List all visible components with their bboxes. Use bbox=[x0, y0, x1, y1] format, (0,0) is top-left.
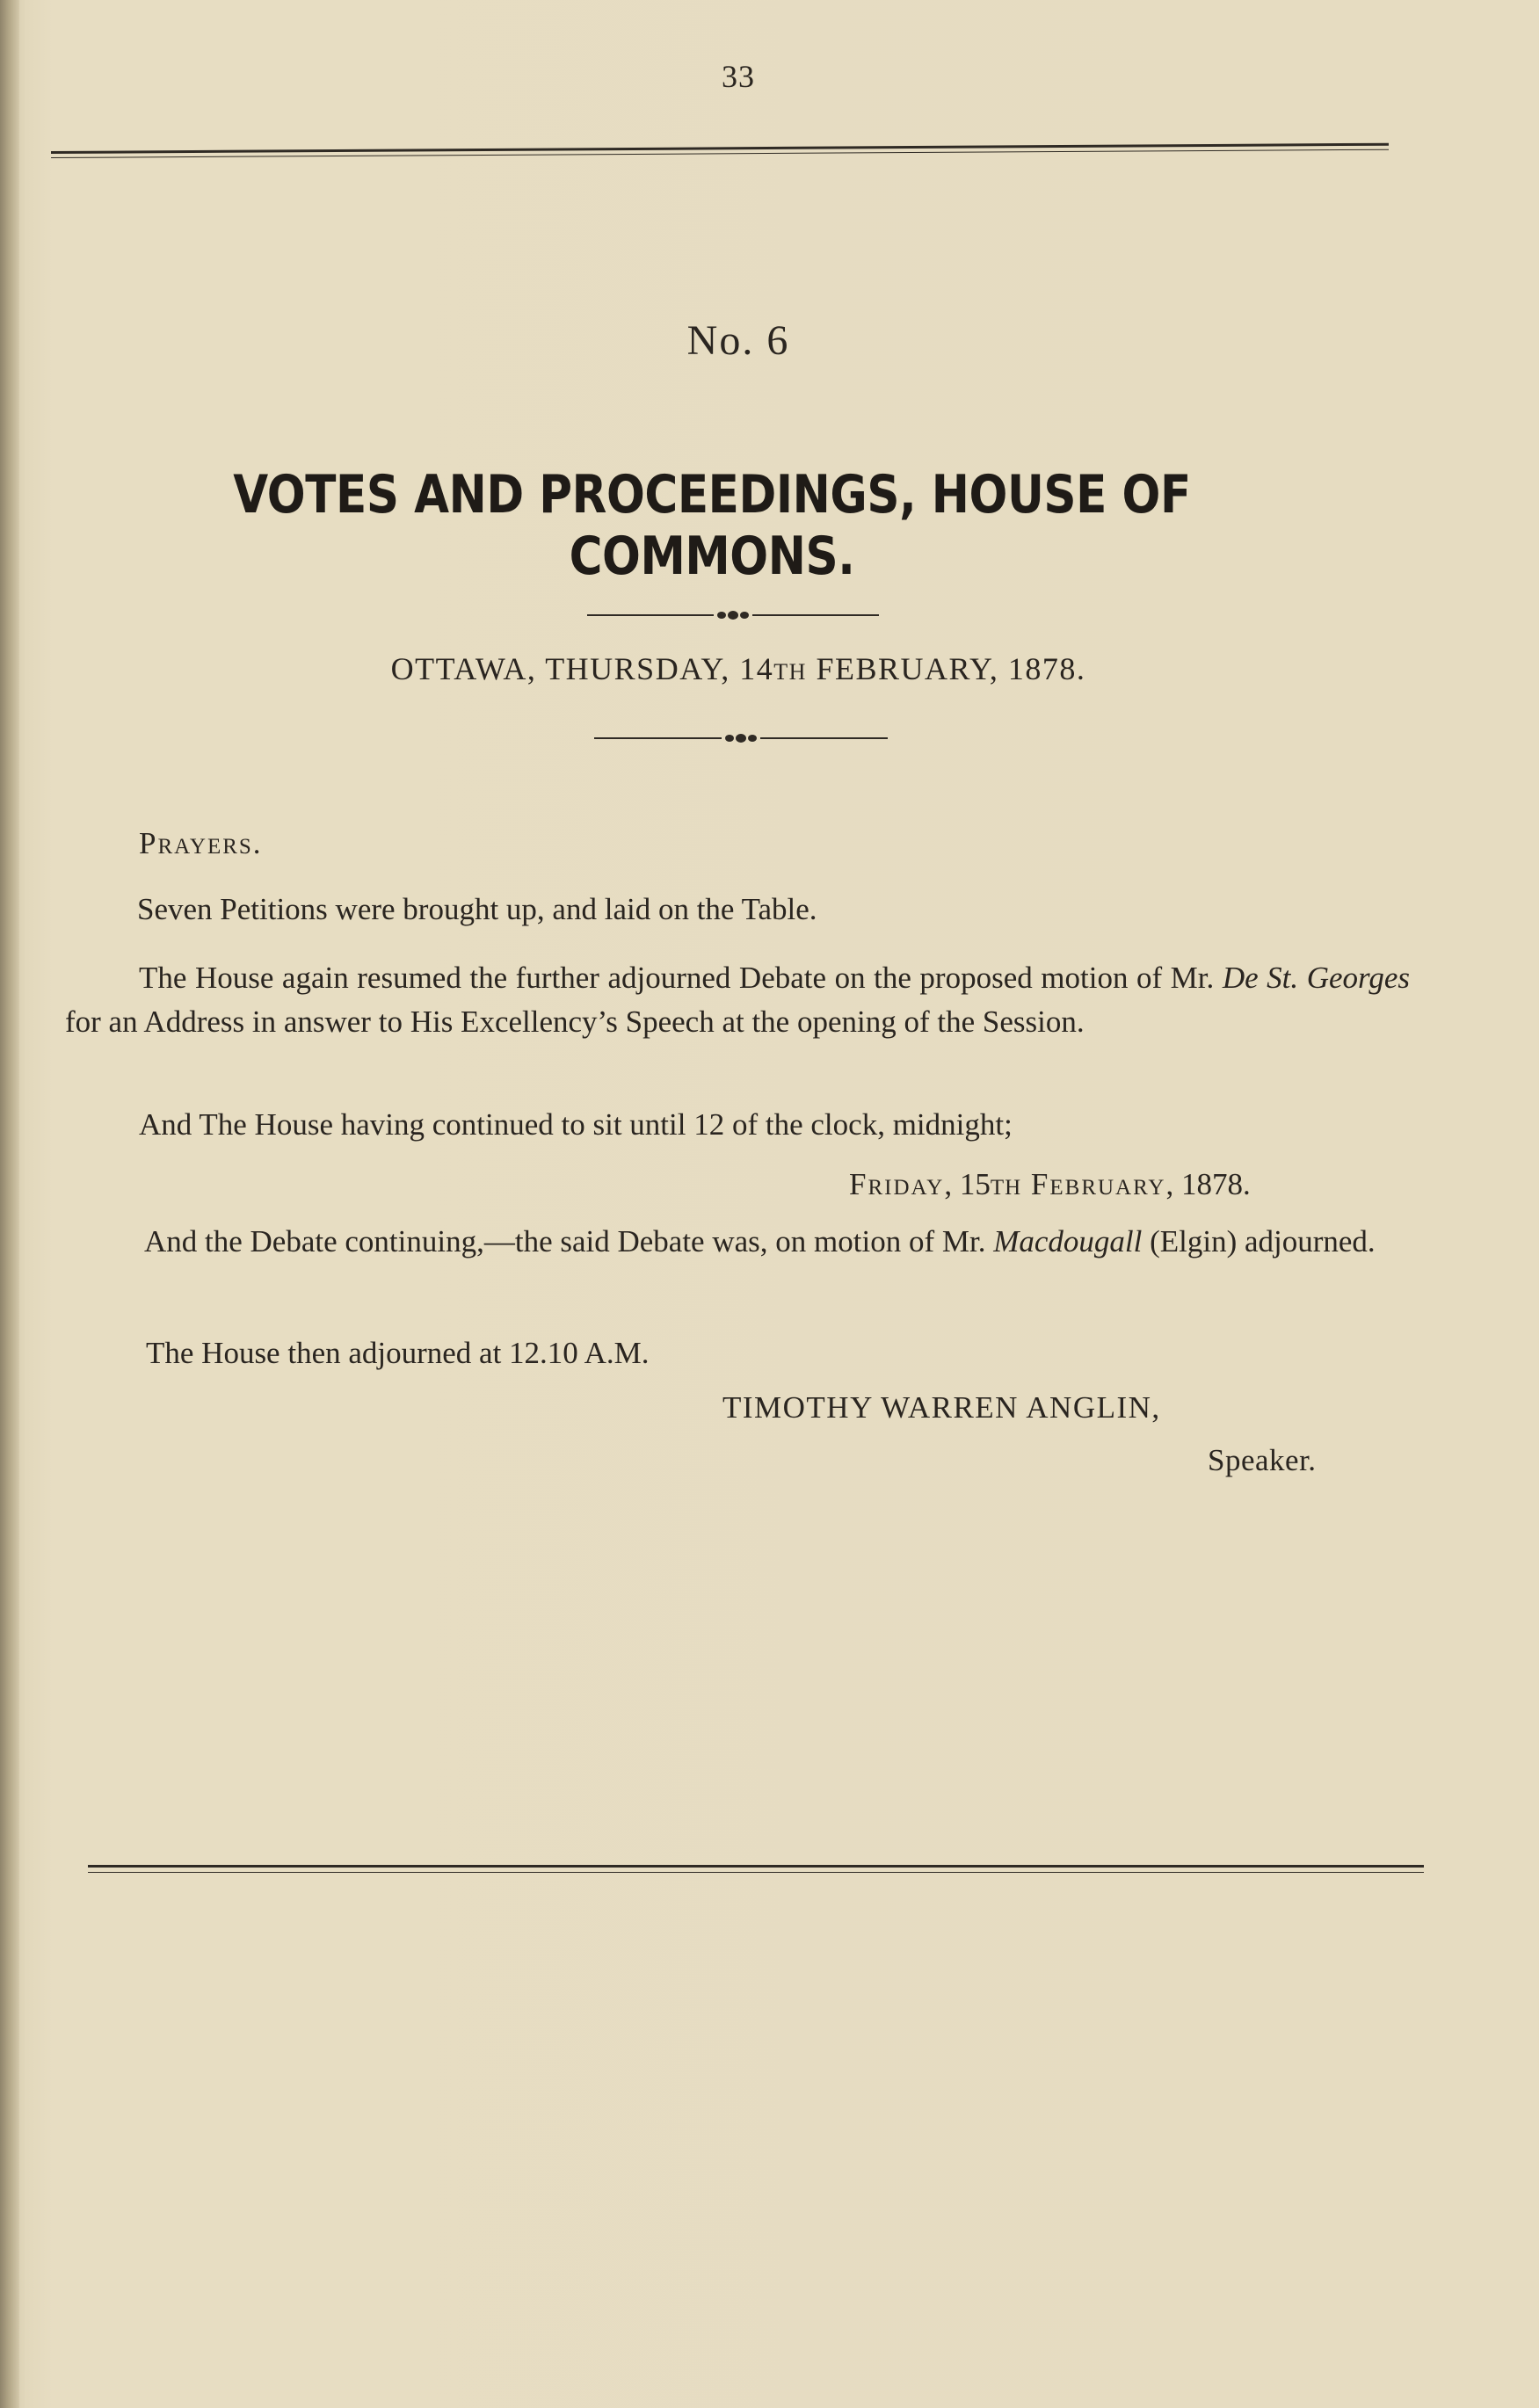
continuing-text-1: And the Debate continuing,—the said Debate was, on motion of Mr. bbox=[144, 1224, 994, 1258]
prayers-label: Prayers. bbox=[139, 826, 263, 860]
friday-dateline bbox=[849, 1163, 1251, 1210]
debate-text-1: The House again resumed the further adjourned Debate on the proposed motion of Mr. bbox=[139, 961, 1223, 995]
continuing-text-2: (Elgin) adjourned. bbox=[1142, 1224, 1376, 1258]
continuing-member-name: Macdougall bbox=[993, 1224, 1143, 1258]
friday-month: February bbox=[1021, 1167, 1166, 1201]
friday-ordinal: TH bbox=[990, 1176, 1022, 1200]
friday-date: , 15 bbox=[944, 1167, 991, 1201]
debate-text-2: for an Address in answer to His Excellency’s Speech at the opening of the Session. bbox=[65, 1005, 1085, 1039]
petitions-paragraph: Seven Petitions were brought up, and laid on the Table. bbox=[137, 892, 817, 926]
dateline-place-day: OTTAWA, THURSDAY, 14 bbox=[390, 651, 774, 686]
main-title: VOTES AND PROCEEDINGS, HOUSE OF COMMONS. bbox=[233, 464, 1191, 587]
dateline-ornament-rule bbox=[594, 729, 888, 747]
signature-title: Speaker. bbox=[1208, 1443, 1317, 1477]
issue-number: No. 6 bbox=[686, 317, 790, 364]
continuing-paragraph bbox=[70, 1220, 1424, 1264]
adjourned-paragraph: The House then adjourned at 12.10 A.M. bbox=[146, 1336, 650, 1370]
prayers-heading bbox=[139, 822, 263, 866]
debate-paragraph bbox=[65, 956, 1410, 1044]
signature-name: TIMOTHY WARREN ANGLIN, bbox=[722, 1390, 1161, 1425]
page-number: 33 bbox=[722, 59, 755, 94]
footer-rule bbox=[88, 1865, 1424, 1868]
friday-day: Friday bbox=[849, 1167, 945, 1201]
debate-member-name: De St. Georges bbox=[1222, 961, 1410, 995]
sitting-paragraph: And The House having continued to sit until 12 of the clock, midnight; bbox=[139, 1107, 1013, 1142]
dateline-ordinal: TH bbox=[773, 659, 807, 685]
title-ornament-rule bbox=[587, 606, 879, 624]
header-rule bbox=[51, 143, 1389, 154]
dateline bbox=[0, 650, 1477, 687]
dateline-month-year: FEBRUARY, 1878. bbox=[806, 651, 1086, 686]
friday-year: , 1878. bbox=[1165, 1167, 1251, 1201]
